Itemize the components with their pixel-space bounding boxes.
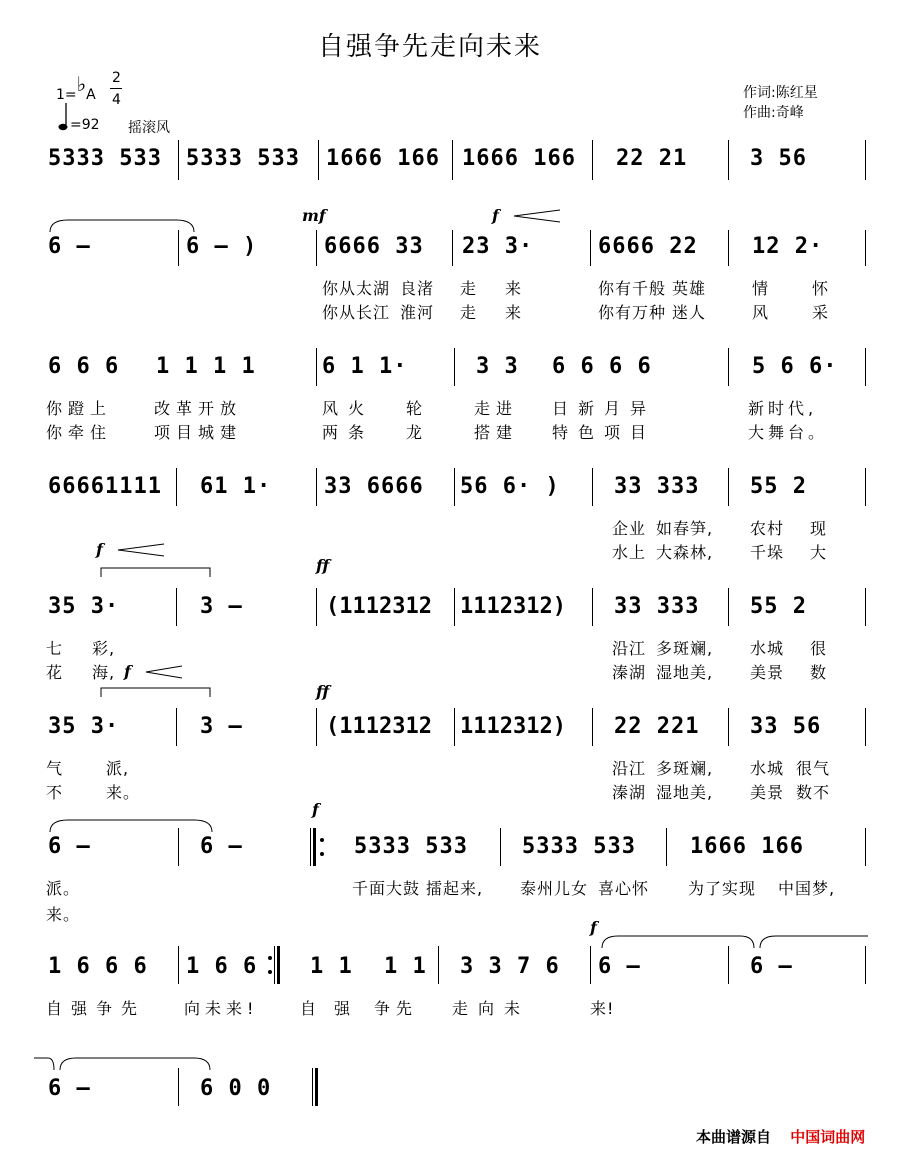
measure: 33 56: [750, 714, 822, 739]
lyric: 迷人: [672, 303, 707, 322]
repeat-start-barline: [313, 828, 316, 866]
lyric: 采: [812, 303, 830, 322]
crescendo-icon: [116, 542, 166, 558]
lyric: 风: [752, 303, 770, 322]
measure: 55 2: [750, 474, 807, 499]
source-label: 本曲谱源自: [696, 1128, 772, 1146]
measure: 56 6· ): [460, 474, 560, 499]
lyric: 走: [460, 279, 478, 298]
lyric: 湿地美,: [656, 783, 714, 802]
measure: 3 56: [750, 146, 807, 171]
lyric: 特色项目: [552, 423, 657, 442]
lyric: 现: [810, 519, 828, 538]
phrase-bracket: [100, 566, 212, 578]
tie-mark: [48, 218, 198, 234]
lyric: 争先: [374, 999, 419, 1018]
measure: (1112312: [326, 714, 432, 739]
dynamic-f: f: [590, 918, 597, 937]
key-prefix: 1=: [56, 87, 77, 103]
lyric: 美景: [750, 783, 785, 802]
measure: 33 333: [614, 594, 700, 619]
page-title: 自强争先走向未来: [318, 32, 543, 62]
measure: 66661111: [48, 474, 162, 499]
lyric: 水城: [750, 759, 785, 778]
lyric: 气: [46, 759, 64, 778]
lyric: 英雄: [672, 279, 707, 298]
measure: 1666 166: [690, 834, 804, 859]
measure: 5333 533: [354, 834, 468, 859]
repeat-dot: [268, 956, 272, 960]
measure: 1112312): [460, 594, 566, 619]
lyricist: 作词:陈红星: [743, 85, 818, 101]
lyric: 良渚: [400, 279, 435, 298]
lyric: 来: [505, 279, 523, 298]
lyric: 日新月异: [552, 399, 657, 418]
lyric: 走: [460, 303, 478, 322]
key-signature: [56, 72, 96, 104]
measure: 22 221: [614, 714, 700, 739]
measure: 6 0 0: [200, 1076, 272, 1101]
measure: 6 1 1·: [322, 354, 408, 379]
measure: 6 –: [48, 234, 91, 259]
measure: 1666 166: [326, 146, 440, 171]
lyric: 如春笋,: [656, 519, 714, 538]
measure: 5333 533: [48, 146, 162, 171]
tie-mark: [34, 1054, 214, 1072]
measure: 6 6 6: [48, 354, 120, 379]
final-barline: [315, 1068, 318, 1106]
measure: 3 3: [476, 354, 519, 379]
lyric: 你从长江: [322, 303, 391, 322]
measure: 35 3·: [48, 594, 120, 619]
lyric: 来。: [106, 783, 141, 802]
lyric: 溱湖: [612, 663, 647, 682]
lyric: 情: [752, 279, 770, 298]
crescendo-icon: [144, 664, 184, 680]
lyric: 千面大鼓: [352, 879, 421, 898]
measure: 1666 166: [462, 146, 576, 171]
lyric: 水上: [612, 543, 647, 562]
dynamic-f: f: [312, 800, 319, 819]
measure: 12 2·: [752, 234, 824, 259]
lyric: 新时代,: [748, 399, 818, 418]
repeat-dot: [320, 852, 324, 856]
quarter-note-icon: [58, 103, 68, 135]
lyric: 溱湖: [612, 783, 647, 802]
dynamic-f: f: [96, 540, 103, 559]
measure: 33 333: [614, 474, 700, 499]
lyric: 大舞台。: [748, 423, 829, 442]
measure: 1 1: [384, 954, 427, 979]
lyric: 自强: [300, 999, 369, 1018]
measure: 6 –: [598, 954, 641, 979]
measure: 1 1: [310, 954, 353, 979]
lyric: 农村: [750, 519, 785, 538]
measure: 6666 33: [324, 234, 424, 259]
lyric: 中国梦,: [778, 879, 836, 898]
lyric: 淮河: [400, 303, 435, 322]
lyric: 你有千般: [598, 279, 667, 298]
repeat-dot: [320, 838, 324, 842]
style-marking: 摇滚风: [128, 120, 170, 136]
lyric: 沿江: [612, 759, 647, 778]
lyric: 花: [46, 663, 64, 682]
crescendo-icon: [512, 208, 562, 224]
lyric: 七: [46, 639, 64, 658]
measure: 1 1 1 1: [156, 354, 256, 379]
tempo: =92: [70, 117, 100, 133]
lyric: 很气: [796, 759, 831, 778]
measure: 5333 533: [186, 146, 300, 171]
lyric: 自强争先: [46, 999, 147, 1018]
measure: 1 6 6: [186, 954, 258, 979]
measure: 6 – ): [186, 234, 258, 259]
lyric: 你从太湖: [322, 279, 391, 298]
lyric: 你牵住: [46, 423, 113, 442]
lyric: 为了实现: [688, 879, 757, 898]
key-note: A: [86, 87, 96, 103]
measure: 6 –: [48, 1076, 91, 1101]
measure: 3 –: [200, 714, 243, 739]
dynamic-f: f: [492, 206, 499, 225]
measure: 6 –: [200, 834, 243, 859]
measure: 3 –: [200, 594, 243, 619]
lyric: 不: [46, 783, 64, 802]
time-signature-line: [110, 88, 122, 89]
lyric: 企业: [612, 519, 647, 538]
time-signature-bottom: 4: [112, 92, 121, 108]
composer: 作曲:奇峰: [743, 105, 804, 121]
lyric: 数: [810, 663, 828, 682]
lyric: 美景: [750, 663, 785, 682]
lyric: 彩,: [92, 639, 116, 658]
measure: 1112312): [460, 714, 566, 739]
lyric: 两条: [322, 423, 375, 442]
tie-mark: [48, 818, 218, 834]
lyric: 来!: [590, 999, 615, 1018]
lyric: 很: [810, 639, 828, 658]
measure: 22 21: [616, 146, 688, 171]
dynamic-mf: mf: [302, 206, 326, 225]
lyric: 龙: [406, 423, 424, 442]
measure: 6 –: [48, 834, 91, 859]
repeat-end-barline: [277, 946, 280, 984]
lyric: 喜心怀: [598, 879, 650, 898]
time-signature-top: 2: [112, 70, 121, 86]
measure: 6666 22: [598, 234, 698, 259]
lyric: 怀: [812, 279, 830, 298]
lyric: 多斑斓,: [656, 759, 714, 778]
lyric: 派。: [46, 879, 81, 898]
measure: 23 3·: [462, 234, 534, 259]
measure: (1112312: [326, 594, 432, 619]
source-credit: [696, 1126, 865, 1147]
measure: 3 3 7 6: [460, 954, 560, 979]
lyric: 泰州儿女: [520, 879, 589, 898]
measure: 35 3·: [48, 714, 120, 739]
measure: 5333 533: [522, 834, 636, 859]
lyric: 千垛: [750, 543, 785, 562]
lyric: 改革开放: [154, 399, 243, 418]
lyric: 你有万种: [598, 303, 667, 322]
lyric: 水城: [750, 639, 785, 658]
phrase-bracket: [100, 686, 212, 698]
lyric: 轮: [406, 399, 424, 418]
measure: 55 2: [750, 594, 807, 619]
tie-mark: [600, 932, 868, 950]
lyric: 项目城建: [154, 423, 243, 442]
lyric: 沿江: [612, 639, 647, 658]
lyric: 湿地美,: [656, 663, 714, 682]
repeat-dot: [268, 970, 272, 974]
lyric: 多斑斓,: [656, 639, 714, 658]
lyric: 走进: [474, 399, 519, 418]
flat-icon: ♭: [76, 72, 87, 96]
lyric: 海,: [92, 663, 116, 682]
lyric: 来。: [46, 905, 81, 924]
lyric: 搭建: [474, 423, 519, 442]
measure: 6 6 6 6: [552, 354, 652, 379]
measure: 6 –: [750, 954, 793, 979]
lyric: 风火: [322, 399, 375, 418]
measure: 61 1·: [200, 474, 272, 499]
lyric: 擂起来,: [426, 879, 484, 898]
lyric: 数不: [796, 783, 831, 802]
dynamic-ff: ff: [316, 682, 330, 701]
lyric: 走向未: [452, 999, 531, 1018]
source-site-link[interactable]: 中国词曲网: [790, 1128, 866, 1146]
dynamic-f: f: [124, 662, 131, 681]
lyric: 来: [505, 303, 523, 322]
dynamic-ff: ff: [316, 556, 330, 575]
lyric: 大: [810, 543, 828, 562]
measure: 5 6 6·: [752, 354, 838, 379]
measure: 1 6 6 6: [48, 954, 148, 979]
lyric: 派,: [106, 759, 130, 778]
measure: 33 6666: [324, 474, 424, 499]
lyric: 向未来!: [184, 999, 259, 1018]
lyric: 大森林,: [656, 543, 714, 562]
lyric: 你蹬上: [46, 399, 113, 418]
